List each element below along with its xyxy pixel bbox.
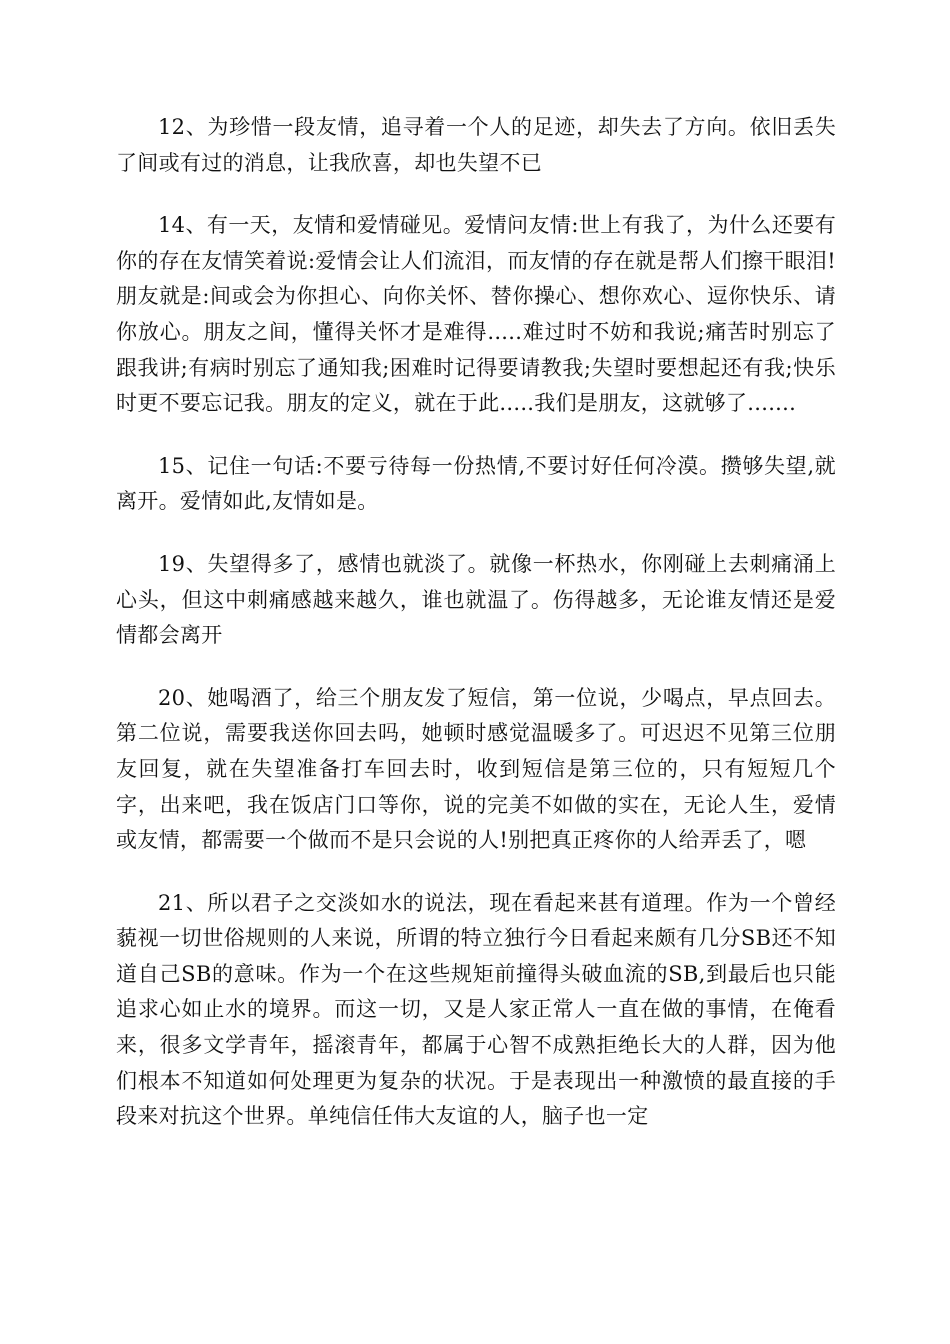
paragraph-15: 15、记住一句话:不要亏待每一份热情,不要讨好任何冷漠。攒够失望,就离开。爱情如此,友情如是。 <box>116 453 836 514</box>
paragraph-12: 12、为珍惜一段友情，追寻着一个人的足迹，却失去了方向。依旧丢失了间或有过的消息，让我欣喜，却也失望不已 <box>116 115 836 175</box>
paragraph-14: 14、有一天，友情和爱情碰见。爱情问友情:世上有我了，为什么还要有你的存在友情笑着说:爱情会让人们流泪，而友情的存在就是帮人们擦干眼泪!朋友就是:间或会为你担心、向你关怀、替你操心、想你欢心、逗你快乐、请你放心。朋友之间，懂得关怀才是难得.....难过时不妨和我说;痛苦时别忘了跟我讲;有病时别忘了通知我;困难时记得要请教我;失望时要想起还有我;快乐时更不要忘记我。朋友的定义，就在于此.....我们是朋友，这就够了....... <box>116 213 836 416</box>
document-body <box>116 110 836 1135</box>
paragraph-20: 20、她喝酒了，给三个朋友发了短信，第一位说，少喝点，早点回去。第二位说，需要我送你回去吗，她顿时感觉温暖多了。可迟迟不见第三位朋友回复，就在失望准备打车回去时，收到短信是第三位的，只有短短几个字，出来吧，我在饭店门口等你，说的完美不如做的实在，无论人生，爱情或友情，都需要一个做而不是只会说的人!别把真正疼你的人给弄丢了，嗯 <box>116 685 836 853</box>
paragraph-19: 19、失望得多了，感情也就淡了。就像一杯热水，你刚碰上去刺痛涌上心头，但这中刺痛感越来越久，谁也就温了。伤得越多，无论谁友情还是爱情都会离开 <box>116 551 836 648</box>
paragraph-21: 21、所以君子之交淡如水的说法，现在看起来甚有道理。作为一个曾经藐视一切世俗规则的人来说，所谓的特立独行今日看起来颇有几分SB还不知道自己SB的意味。作为一个在这些规矩前撞得头破血流的SB,到最后也只能追求心如止水的境界。而这一切，又是人家正常人一直在做的事情，在俺看来，很多文学青年，摇滚青年，都属于心智不成熟拒绝长大的人群，因为他们根本不知道如何处理更为复杂的状况。于是表现出一种激愤的最直接的手段来对抗这个世界。单纯信任伟大友谊的人，脑子也一定 <box>116 890 836 1129</box>
